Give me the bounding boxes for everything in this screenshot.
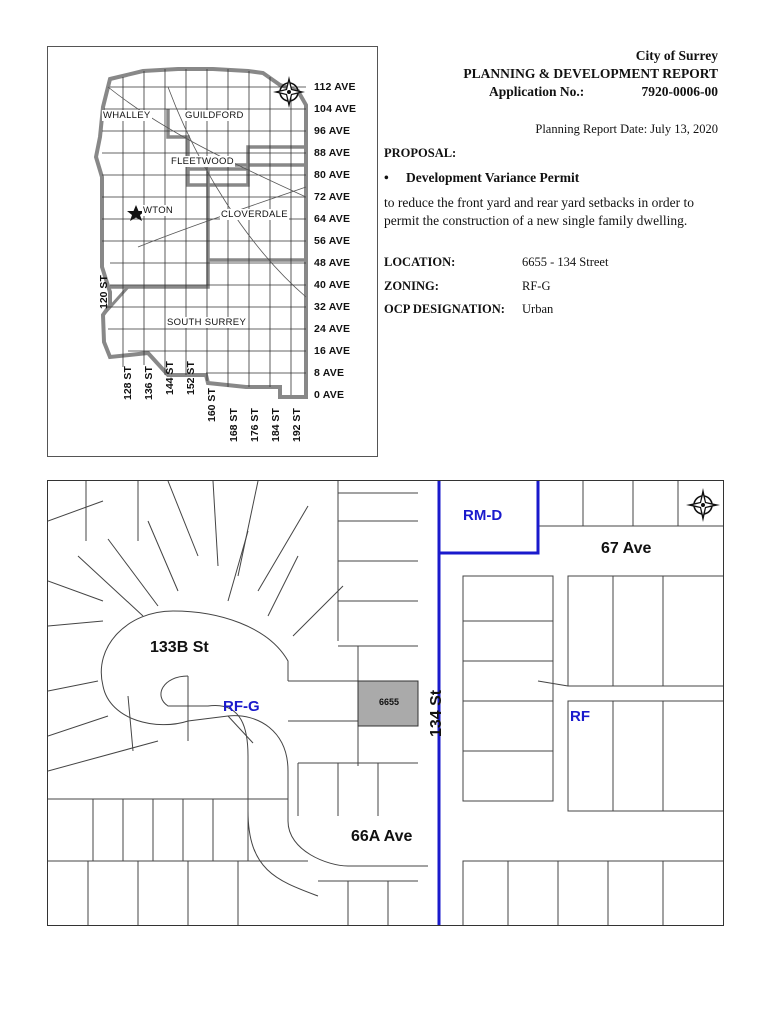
report-title: PLANNING & DEVELOPMENT REPORT xyxy=(463,66,718,81)
proposal-item xyxy=(384,170,579,186)
location-label: LOCATION: xyxy=(384,255,456,269)
street-label: 144 ST xyxy=(164,361,176,395)
avenue-label: 80 AVE xyxy=(314,169,351,181)
key-map xyxy=(47,46,378,457)
zone-label-rf: RF xyxy=(570,708,590,725)
street-label: 120 ST xyxy=(98,275,110,309)
bullet-icon: • xyxy=(384,170,389,185)
avenue-label: 16 AVE xyxy=(314,345,351,357)
avenue-label: 112 AVE xyxy=(314,81,356,93)
area-label-guildford: GUILDFORD xyxy=(185,110,244,121)
area-label-cloverdale: CLOVERDALE xyxy=(221,209,288,220)
area-label-fleetwood: FLEETWOOD xyxy=(171,156,234,167)
avenue-label: 72 AVE xyxy=(314,191,351,203)
city-name: City of Surrey xyxy=(635,48,718,63)
street-label-67-ave: 67 Ave xyxy=(601,540,652,557)
application-number-label: Application No.: xyxy=(489,84,585,99)
proposal-label: PROPOSAL: xyxy=(384,146,457,160)
compass-rose-icon xyxy=(686,488,720,522)
street-label-66a-ave: 66A Ave xyxy=(351,828,413,845)
street-label: 128 ST xyxy=(122,366,134,400)
avenue-label: 96 AVE xyxy=(314,125,351,137)
zoning-label: ZONING: xyxy=(384,279,439,293)
zoning-value: RF-G xyxy=(522,279,551,293)
avenue-label: 32 AVE xyxy=(314,301,351,313)
zone-label-rmd: RM-D xyxy=(463,507,503,524)
location-value: 6655 - 134 Street xyxy=(522,255,609,269)
compass-rose-icon xyxy=(273,76,305,108)
avenue-label: 0 AVE xyxy=(314,389,345,401)
report-date: Planning Report Date: July 13, 2020 xyxy=(535,122,718,136)
site-map xyxy=(47,480,724,926)
street-label: 136 ST xyxy=(143,366,155,400)
subject-lot-label: 6655 xyxy=(379,697,400,707)
proposal-item-text: Development Variance Permit xyxy=(406,170,580,185)
street-label-134-st: 134 St xyxy=(428,689,445,737)
ocp-value: Urban xyxy=(522,302,554,316)
street-label: 192 ST xyxy=(291,408,303,442)
ocp-label: OCP DESIGNATION: xyxy=(384,302,505,316)
avenue-label: 48 AVE xyxy=(314,257,351,269)
avenue-label: 24 AVE xyxy=(314,323,351,335)
street-label: 184 ST xyxy=(270,408,282,442)
zone-label-rfg: RF-G xyxy=(223,698,260,715)
avenue-label: 56 AVE xyxy=(314,235,351,247)
street-label: 152 ST xyxy=(185,361,197,395)
street-label: 160 ST xyxy=(206,388,218,422)
area-label-newton: WTON xyxy=(143,205,174,216)
application-number: 7920-0006-00 xyxy=(641,84,718,99)
area-label-whalley: WHALLEY xyxy=(103,110,151,121)
avenue-label: 64 AVE xyxy=(314,213,351,225)
street-label: 176 ST xyxy=(249,408,261,442)
street-label-133b: 133B St xyxy=(150,639,209,656)
avenue-label: 88 AVE xyxy=(314,147,351,159)
area-label-south-surrey: SOUTH SURREY xyxy=(167,317,247,328)
avenue-label: 104 AVE xyxy=(314,103,357,115)
avenue-label: 8 AVE xyxy=(314,367,345,379)
avenue-label: 40 AVE xyxy=(314,279,351,291)
proposal-description: to reduce the front yard and rear yard setbacks in order to permit the construction of a new single family dwelling. xyxy=(384,195,694,228)
street-label: 168 ST xyxy=(228,408,240,442)
